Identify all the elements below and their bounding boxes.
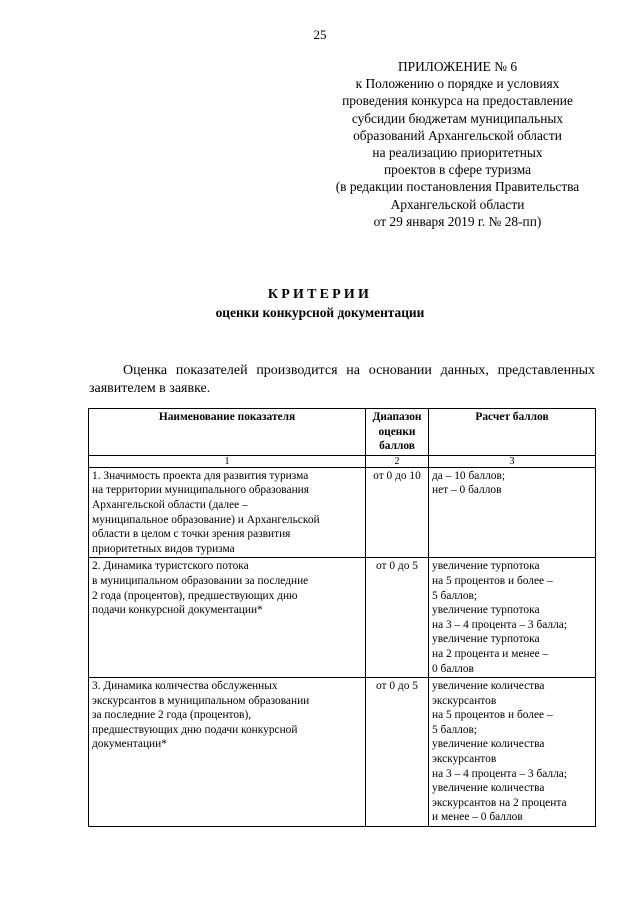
indicator-line: области в целом с точки зрения развития [92,528,291,541]
column-number: 2 [366,455,429,467]
indicator-line: муниципальное образование) и Архангельской [92,513,320,526]
calc-line: на 2 процента и менее – [432,647,549,660]
appendix-header [305,58,610,230]
calc-cell [429,558,596,678]
calc-line: экскурсантов на 2 процента [432,796,567,809]
range-cell: от 0 до 10 [366,467,429,558]
column-number: 1 [89,455,366,467]
criteria-table [88,408,596,827]
indicator-line: предшествующих дню подачи конкурсной [92,723,298,736]
appendix-line: (в редакции постановления Правительства [335,179,580,195]
calc-line: 5 баллов; [432,589,478,602]
calc-line: нет – 0 баллов [432,484,502,497]
calc-line: увеличение количества [432,680,545,693]
appendix-line: Архангельской области [390,196,525,212]
indicator-line: 2. Динамика туристского потока [92,560,249,573]
calc-line: на 3 – 4 процента – 3 балла; [432,767,568,780]
indicator-cell [89,558,366,678]
appendix-line: проведения конкурса на предоставление [342,93,573,109]
intro-paragraph: Оценка показателей производится на основании данных, представленных заявителем в заявке. [89,363,595,396]
indicator-line: документации* [92,738,167,751]
range-cell: от 0 до 5 [366,678,429,827]
indicator-line: в муниципальном образовании за последние [92,574,309,587]
page-number: 25 [313,27,327,42]
indicator-line: за последние 2 года (процентов), [92,709,252,722]
calc-line: на 5 процентов и более – [432,709,553,722]
appendix-line: от 29 января 2019 г. № 28-пп) [373,213,542,229]
header-calc: Расчет баллов [429,409,596,456]
calc-line: на 5 процентов и более – [432,574,553,587]
appendix-line: образований Архангельской области [353,127,562,143]
calc-line: да – 10 баллов; [432,469,506,482]
indicator-cell [89,467,366,558]
appendix-line: субсидии бюджетам муниципальных [351,110,564,126]
table-row [89,467,596,558]
document-subtitle: оценки конкурсной документации [215,305,425,320]
header-indicator: Наименование показателя [89,409,366,456]
range-cell: от 0 до 5 [366,558,429,678]
calc-cell [429,678,596,827]
calc-line: экскурсантов [432,753,497,766]
calc-line: 0 баллов [432,662,474,675]
table-row [89,678,596,827]
appendix-line: проектов в сфере туризма [383,162,532,178]
calc-line: экскурсантов [432,694,497,707]
indicator-line: 1. Значимость проекта для развития туризма [92,469,309,482]
indicator-cell [89,678,366,827]
calc-line: увеличение турпотока [432,633,540,646]
indicator-line: подачи конкурсной документации* [92,604,263,617]
calc-line: увеличение количества [432,782,545,795]
calc-cell [429,467,596,558]
indicator-line: на территории муниципального образования [92,484,309,497]
calc-line: увеличение турпотока [432,604,540,617]
header-range: Диапазон оценки баллов [366,409,429,456]
document-title: КРИТЕРИИ [267,287,373,302]
appendix-line: к Положению о порядке и условиях [355,76,560,92]
column-number-row [89,455,596,467]
indicator-line: экскурсантов в муниципальном образовании [92,694,310,707]
column-number: 3 [429,455,596,467]
indicator-line: Архангельской области (далее – [92,498,248,511]
calc-line: увеличение количества [432,738,545,751]
appendix-line: на реализацию приоритетных [372,145,543,161]
indicator-line: приоритетных видов туризма [92,542,235,555]
calc-line: на 3 – 4 процента – 3 балла; [432,618,568,631]
indicator-line: 2 года (процентов), предшествующих дню [92,589,298,602]
calc-line: и менее – 0 баллов [432,811,523,824]
table-header-row [89,409,596,456]
indicator-line: 3. Динамика количества обслуженных [92,680,278,693]
appendix-line: ПРИЛОЖЕНИЕ № 6 [397,59,518,74]
calc-line: увеличение турпотока [432,560,540,573]
calc-line: 5 баллов; [432,723,478,736]
table-row [89,558,596,678]
